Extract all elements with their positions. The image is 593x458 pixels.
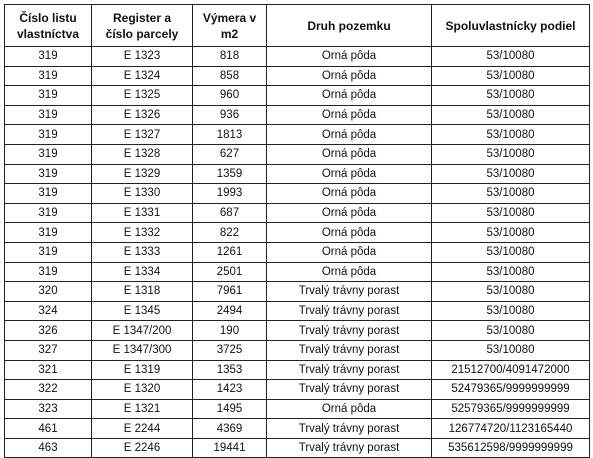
cell-area-m2: 2494 (193, 301, 267, 321)
cell-area-m2: 687 (193, 203, 267, 223)
cell-ownership-sheet-number: 319 (5, 144, 92, 164)
cell-land-type: Orná pôda (267, 47, 432, 67)
cell-area-m2: 4369 (193, 419, 267, 439)
cell-ownership-sheet-number: 319 (5, 184, 92, 204)
cell-register-parcel-number: E 1323 (92, 47, 193, 67)
cell-register-parcel-number: E 1324 (92, 66, 193, 86)
table-row (5, 66, 590, 86)
cell-ownership-sheet-number: 461 (5, 419, 92, 439)
table-body (5, 47, 590, 458)
cell-land-type: Orná pôda (267, 262, 432, 282)
header-line: Výmera v (202, 10, 257, 25)
table-row (5, 301, 590, 321)
header-area-m2 (193, 5, 267, 47)
cell-register-parcel-number: E 1347/200 (92, 321, 193, 341)
table-row (5, 223, 590, 243)
cell-area-m2: 19441 (193, 438, 267, 458)
cell-ownership-sheet-number: 319 (5, 242, 92, 262)
cell-co-ownership-share: 53/10080 (432, 125, 590, 145)
table-row (5, 144, 590, 164)
table-row (5, 125, 590, 145)
cell-register-parcel-number: E 2244 (92, 419, 193, 439)
cell-ownership-sheet-number: 319 (5, 164, 92, 184)
cell-area-m2: 818 (193, 47, 267, 67)
cell-co-ownership-share: 53/10080 (432, 321, 590, 341)
cell-co-ownership-share: 53/10080 (432, 301, 590, 321)
cell-area-m2: 1813 (193, 125, 267, 145)
table-row (5, 438, 590, 458)
cell-land-type: Trvalý trávny porast (267, 282, 432, 302)
cell-register-parcel-number: E 1332 (92, 223, 193, 243)
cell-co-ownership-share: 52579365/9999999999 (432, 399, 590, 419)
cell-land-type: Orná pôda (267, 144, 432, 164)
cell-area-m2: 627 (193, 144, 267, 164)
table-row (5, 380, 590, 400)
cell-area-m2: 1423 (193, 380, 267, 400)
cell-land-type: Orná pôda (267, 399, 432, 419)
header-register-parcel-number (92, 5, 193, 47)
table-row (5, 262, 590, 282)
cell-ownership-sheet-number: 463 (5, 438, 92, 458)
table-row (5, 164, 590, 184)
header-line: m2 (220, 26, 239, 41)
cell-ownership-sheet-number: 319 (5, 66, 92, 86)
cell-co-ownership-share: 53/10080 (432, 47, 590, 67)
cell-land-type: Orná pôda (267, 86, 432, 106)
header-line: Register a (112, 10, 172, 25)
cell-co-ownership-share: 53/10080 (432, 184, 590, 204)
cell-ownership-sheet-number: 323 (5, 399, 92, 419)
cell-co-ownership-share: 53/10080 (432, 164, 590, 184)
header-line: Spoluvlastnícky podiel (445, 18, 576, 33)
cell-co-ownership-share: 53/10080 (432, 340, 590, 360)
cell-register-parcel-number: E 1330 (92, 184, 193, 204)
cell-land-type: Orná pôda (267, 242, 432, 262)
cell-register-parcel-number: E 1328 (92, 144, 193, 164)
cell-ownership-sheet-number: 319 (5, 86, 92, 106)
cell-co-ownership-share: 53/10080 (432, 105, 590, 125)
cell-register-parcel-number: E 1327 (92, 125, 193, 145)
cell-area-m2: 7961 (193, 282, 267, 302)
table-header (5, 5, 590, 47)
header-line: číslo parcely (105, 26, 179, 41)
cell-co-ownership-share: 53/10080 (432, 144, 590, 164)
cell-register-parcel-number: E 1321 (92, 399, 193, 419)
cell-land-type: Orná pôda (267, 223, 432, 243)
table-row (5, 203, 590, 223)
cell-ownership-sheet-number: 319 (5, 105, 92, 125)
cell-area-m2: 2501 (193, 262, 267, 282)
cell-co-ownership-share: 53/10080 (432, 223, 590, 243)
cell-area-m2: 1993 (193, 184, 267, 204)
cell-land-type: Orná pôda (267, 66, 432, 86)
cell-register-parcel-number: E 1331 (92, 203, 193, 223)
cell-co-ownership-share: 21512700/4091472000 (432, 360, 590, 380)
cell-land-type: Trvalý trávny porast (267, 380, 432, 400)
table-row (5, 47, 590, 67)
cell-register-parcel-number: E 1345 (92, 301, 193, 321)
cell-co-ownership-share: 53/10080 (432, 203, 590, 223)
cell-ownership-sheet-number: 319 (5, 47, 92, 67)
cell-land-type: Orná pôda (267, 125, 432, 145)
cell-register-parcel-number: E 1320 (92, 380, 193, 400)
cell-register-parcel-number: E 2246 (92, 438, 193, 458)
cell-co-ownership-share: 535612598/9999999999 (432, 438, 590, 458)
header-line: vlastníctva (16, 26, 80, 41)
table-row (5, 105, 590, 125)
cell-ownership-sheet-number: 326 (5, 321, 92, 341)
table-row (5, 419, 590, 439)
cell-register-parcel-number: E 1325 (92, 86, 193, 106)
table-row (5, 184, 590, 204)
cell-land-type: Orná pôda (267, 203, 432, 223)
cell-area-m2: 1359 (193, 164, 267, 184)
cell-register-parcel-number: E 1333 (92, 242, 193, 262)
cell-ownership-sheet-number: 319 (5, 203, 92, 223)
header-line: Číslo listu (19, 10, 77, 25)
cell-land-type: Orná pôda (267, 184, 432, 204)
table-row (5, 360, 590, 380)
cell-ownership-sheet-number: 327 (5, 340, 92, 360)
cell-land-type: Trvalý trávny porast (267, 438, 432, 458)
cell-ownership-sheet-number: 319 (5, 262, 92, 282)
cell-area-m2: 1353 (193, 360, 267, 380)
cell-land-type: Orná pôda (267, 105, 432, 125)
header-land-type (267, 5, 432, 47)
cell-co-ownership-share: 53/10080 (432, 282, 590, 302)
cell-area-m2: 1495 (193, 399, 267, 419)
cell-area-m2: 1261 (193, 242, 267, 262)
land-parcel-table (4, 4, 590, 458)
cell-land-type: Trvalý trávny porast (267, 321, 432, 341)
table-row (5, 282, 590, 302)
table-row (5, 321, 590, 341)
cell-area-m2: 858 (193, 66, 267, 86)
cell-area-m2: 3725 (193, 340, 267, 360)
cell-co-ownership-share: 53/10080 (432, 262, 590, 282)
cell-ownership-sheet-number: 322 (5, 380, 92, 400)
cell-area-m2: 960 (193, 86, 267, 106)
table-row (5, 242, 590, 262)
cell-co-ownership-share: 52479365/9999999999 (432, 380, 590, 400)
cell-land-type: Trvalý trávny porast (267, 301, 432, 321)
cell-register-parcel-number: E 1319 (92, 360, 193, 380)
header-co-ownership-share (432, 5, 590, 47)
cell-ownership-sheet-number: 321 (5, 360, 92, 380)
cell-register-parcel-number: E 1326 (92, 105, 193, 125)
cell-co-ownership-share: 126774720/1123165440 (432, 419, 590, 439)
cell-area-m2: 190 (193, 321, 267, 341)
cell-register-parcel-number: E 1318 (92, 282, 193, 302)
header-row (5, 5, 590, 47)
cell-register-parcel-number: E 1347/300 (92, 340, 193, 360)
header-line: Druh pozemku (307, 18, 391, 33)
cell-area-m2: 936 (193, 105, 267, 125)
cell-register-parcel-number: E 1329 (92, 164, 193, 184)
cell-ownership-sheet-number: 324 (5, 301, 92, 321)
table-row (5, 399, 590, 419)
cell-ownership-sheet-number: 320 (5, 282, 92, 302)
cell-ownership-sheet-number: 319 (5, 223, 92, 243)
table-row (5, 340, 590, 360)
cell-co-ownership-share: 53/10080 (432, 66, 590, 86)
cell-ownership-sheet-number: 319 (5, 125, 92, 145)
cell-land-type: Trvalý trávny porast (267, 419, 432, 439)
cell-land-type: Trvalý trávny porast (267, 360, 432, 380)
table-row (5, 86, 590, 106)
cell-register-parcel-number: E 1334 (92, 262, 193, 282)
cell-land-type: Orná pôda (267, 164, 432, 184)
header-ownership-sheet-number (5, 5, 92, 47)
cell-co-ownership-share: 53/10080 (432, 86, 590, 106)
cell-co-ownership-share: 53/10080 (432, 242, 590, 262)
cell-land-type: Trvalý trávny porast (267, 340, 432, 360)
cell-area-m2: 822 (193, 223, 267, 243)
